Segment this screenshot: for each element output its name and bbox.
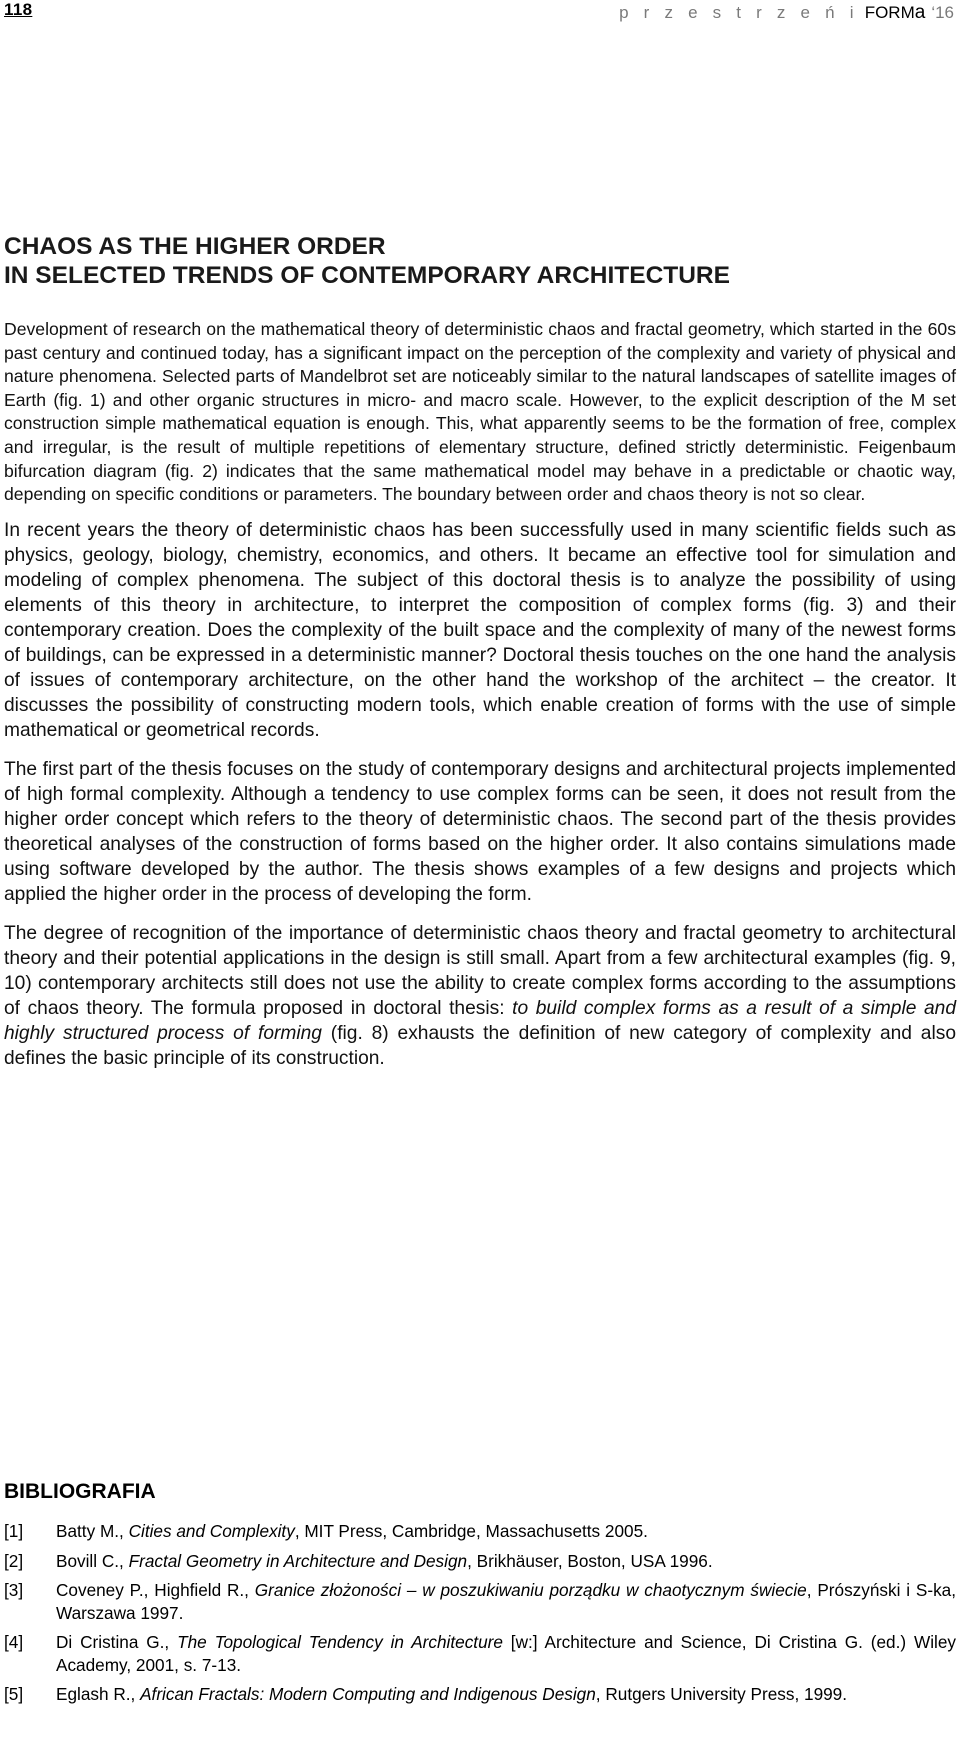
bibliography-number: [2]: [4, 1550, 24, 1571]
paragraph-1: Development of research on the mathematical theory of deterministic chaos and fractal geometry, which started in the 60s past century and continued today, has a significant impact on the perception of the complexity and variety of physical and nature phenomena. Selected parts of Mandelbrot set are noticeably similar to the natural landscapes of satellite images of Earth (fig. 1) and other organic structures in micro- and macro scale. However, to the explicit description of the M set construction simple mathematical equation is enough. This, what apparently seems to be the formation of free, complex and irregular, is the result of multiple repetitions of elementary structure, defined strictly deterministic. Feigenbaum bifurcation diagram (fig. 2) indicates that the same mathematical model may behave in a predictable or chaotic way, depending on specific conditions or parameters. The boundary between order and chaos theory is not so clear.: [4, 319, 956, 505]
bib-title: Cities and Complexity: [128, 1521, 295, 1541]
journal-name: p r z e s t r z e ń i: [619, 3, 859, 22]
bibliography-text: [56, 1683, 956, 1706]
bib-rest: , MIT Press, Cambridge, Massachusetts 2005.: [294, 1521, 648, 1541]
bib-title: Fractal Geometry in Architecture and Design: [128, 1550, 468, 1571]
page-number: 118: [4, 0, 33, 19]
journal-forma: [865, 3, 926, 22]
bib-author: Di Cristina G.,: [56, 1632, 178, 1652]
paragraph-4-start: The degree of recognition of the importance of deterministic chaos theory and fractal geometry to architectural theory and their potential applications in the design is still small. Apart from a few architectural examples (fig. 9, 10) contemporary architects still does not use the ability to create complex forms according to the assumptions of chaos theory. The formula proposed in doctoral thesis:: [4, 922, 956, 1019]
title-line-2: IN SELECTED TRENDS OF CONTEMPORARY ARCHITECTURE: [4, 262, 730, 289]
bibliography-item: [4, 1631, 956, 1676]
bibliography-text: [56, 1631, 956, 1676]
bib-title: Granice złożoności – w poszukiwaniu porządku w chaotycznym świecie: [254, 1580, 807, 1600]
bibliography-item: [4, 1520, 956, 1543]
bibliography-number: [5]: [4, 1684, 24, 1704]
journal-forma-prefix: FORM: [864, 3, 915, 22]
page-header: [0, 0, 960, 30]
paragraph-2: In recent years the theory of deterministic chaos has been successfully used in many scientific fields such as physics, geology, biology, chemistry, economics, and others. It became an effective tool for simulation and modeling of complex phenomena. The subject of this doctoral thesis is to analyze the possibility of using elements of this theory in architecture, to interpret the composition of complex forms (fig. 3) and their contemporary creation. Does the complexity of the built space and the complexity of many of the newest forms of buildings, can be expressed in a deterministic manner? Doctoral thesis touches on the one hand the analysis of issues of contemporary architecture, on the other hand the workshop of the architect – the creator. It discusses the possibility of constructing modern tools, which enable creation of forms with the use of simple mathematical or geometrical records.: [4, 519, 956, 741]
bib-rest: , Rutgers University Press, 1999.: [595, 1684, 848, 1704]
article-title: [4, 232, 944, 290]
bib-author: Eglash R.,: [56, 1684, 141, 1704]
paragraph-4-italic: to build complex forms as a result of a simple and highly structured process of forming: [4, 997, 956, 1044]
bibliography-item: [4, 1579, 956, 1624]
running-head: [619, 2, 954, 24]
bibliography-heading: BIBLIOGRAFIA: [4, 1480, 156, 1503]
paragraph-4: [4, 921, 956, 1071]
paragraph-4-end: (fig. 8) exhausts the definition of new category of complexity and also defines the basic principle of its construction.: [4, 1022, 956, 1069]
bibliography-item: [4, 1683, 956, 1706]
bib-author: Batty M.,: [56, 1521, 129, 1541]
bib-author: Coveney P., Highfield R.,: [56, 1580, 255, 1600]
bibliography-text: [56, 1550, 956, 1573]
bib-rest: , Prószyński i S-ka, Warszawa 1997.: [56, 1580, 957, 1623]
bibliography-number: [4]: [4, 1632, 24, 1652]
bib-title: African Fractals: Modern Computing and Indigenous Design: [140, 1684, 596, 1704]
bib-rest: [w:] Architecture and Science, Di Cristina G. (ed.) Wiley Academy, 2001, s. 7-13.: [56, 1632, 956, 1675]
bibliography-number: [1]: [4, 1521, 24, 1541]
bibliography-list: [4, 1520, 956, 1713]
bibliography-text: [56, 1579, 956, 1624]
bib-rest: , Brikhäuser, Boston, USA 1996.: [467, 1550, 713, 1571]
journal-year: ‘16: [931, 3, 954, 22]
bib-author: Bovill C.,: [56, 1550, 129, 1571]
journal-forma-suffix: a: [914, 2, 926, 23]
bibliography-text: [56, 1520, 956, 1543]
bibliography-number: [3]: [4, 1580, 24, 1600]
title-line-1: CHAOS AS THE HIGHER ORDER: [4, 233, 386, 260]
article-body: [4, 318, 956, 1085]
paragraph-3: The first part of the thesis focuses on the study of contemporary designs and architectural projects implemented of high formal complexity. Although a tendency to use complex forms can be seen, it does not result from the higher order concept which refers to the theory of deterministic chaos. The second part of the thesis provides theoretical analyses of the construction of forms based on the higher order. It also contains simulations made using software developed by the author. The thesis shows examples of a few designs and projects which applied the higher order in the process of developing the form.: [4, 758, 956, 905]
bibliography-item: [4, 1550, 956, 1573]
bib-title: The Topological Tendency in Architecture: [177, 1632, 503, 1652]
